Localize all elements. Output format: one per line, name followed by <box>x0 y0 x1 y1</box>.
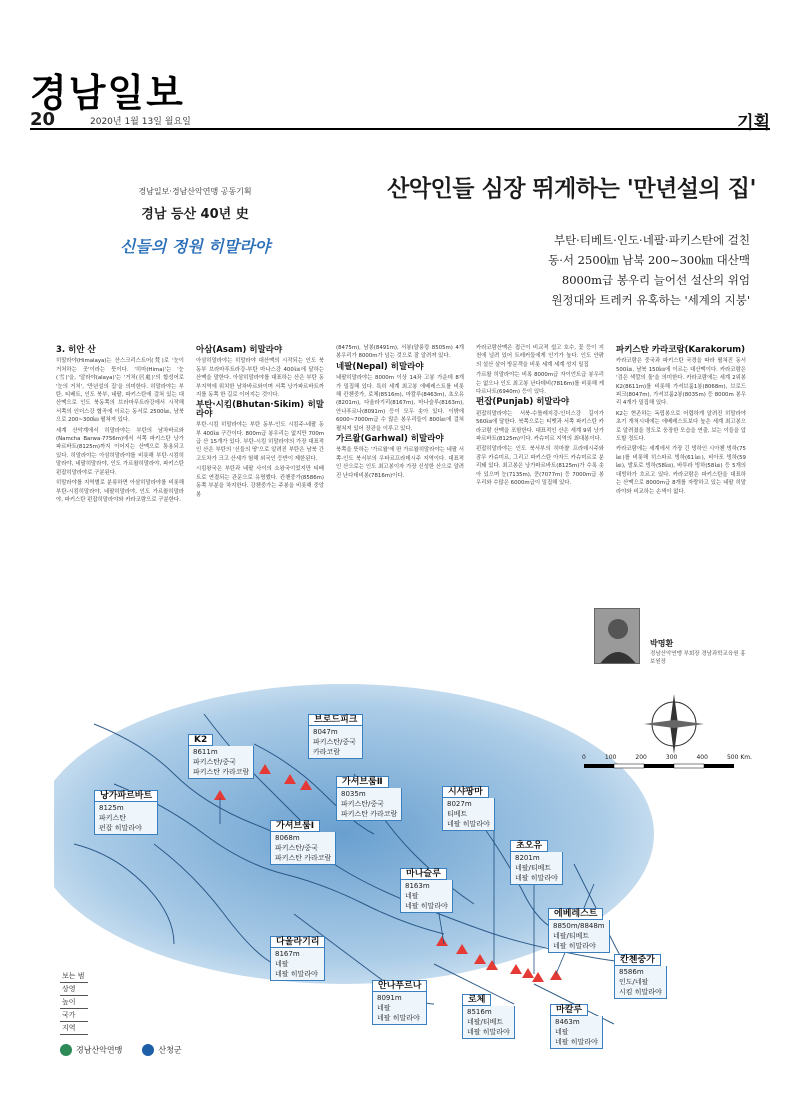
peak-country: 파키스탄/중국 <box>313 738 356 746</box>
peak-country: 파키스탄/중국 <box>275 844 318 852</box>
series-subtitle: 신들의 정원 히말라야 <box>119 237 271 256</box>
peak-name: 브로드피크 <box>308 714 363 726</box>
peak-label-broad-peak <box>308 714 363 759</box>
paragraph: 펀잡히말라야는 서북-수틀레지강-인더스강 길이가 560㎞에 달한다. 북쪽으로는 티벳과 서쪽 파키스탄 카라코람 산맥을 포함한다. 대표적인 산은 세계 9위 낭가파르바트(8125m)이다. 카슈미르 지역의 최대봉이다. <box>476 410 604 443</box>
peak-name: 초오유 <box>510 840 548 852</box>
subhead-line: 부탄·티베트·인도·네팔·파키스탄에 걸친 <box>553 233 750 247</box>
paragraph: 북쪽을 뜻하는 '가르왈'에 딴 가르왈히말라야는 네팔 서쪽-인도 북서부의 우타르프라데시주 지역이다. 대표적인 산으로는 인도 최고봉이자 가장 신성한 산으로 알려진 난다데비봉(7816m)이다. <box>336 447 464 479</box>
paragraph: 카라코람산맥은 접근이 비교적 쉽고 호수, 꽃 등이 지천에 널려 있어 트레커들에게 인기가 높다. 인도 안팎의 설산 살어 방문객을 비롯 세계 세계 성지 밀집 <box>476 345 604 368</box>
peak-height: 8167m <box>275 950 300 958</box>
peak-region: 카라코람 <box>313 748 341 756</box>
subhead-line: 동·서 2500㎞ 남북 200~300㎞ 대산맥 <box>548 253 750 267</box>
subhead-line: 원정대와 트레커 유혹하는 '세계의 지붕' <box>551 293 750 307</box>
peak-country: 네팔 <box>275 960 289 968</box>
peak-region: 네팔 히말라야 <box>377 1014 420 1022</box>
peak-info <box>442 798 495 831</box>
peak-info <box>336 788 402 821</box>
peak-info <box>270 948 325 981</box>
compass-rose-icon <box>644 694 704 754</box>
peak-name: 로체 <box>462 994 491 1006</box>
peak-country: 네팔 <box>555 1028 569 1036</box>
peak-region: 파키스탄 카라코람 <box>341 810 398 818</box>
peak-info <box>462 1006 515 1039</box>
scale-label: 100 <box>604 754 617 761</box>
paragraph: 부탄·시킴 히말라야는 부탄 동부-인도 시킴주-네팔 동부 400㎞ 구간이다. 800m급 봉우리는 없지만 700m급 산 15개가 있다. 부탄-시킴 히말라야의 가장 대표적인 산은 부탄의 '신들의 땅'으로 알려진 부탄은 남북 간 고도차가 크고 산세가 험해 외국인 등반이 제한된다. <box>196 422 324 462</box>
peak-name: 시샤팡마 <box>442 786 489 798</box>
peak-height: 8463m <box>555 1018 580 1026</box>
peak-name: K2 <box>188 734 213 746</box>
map-legend <box>60 970 88 1035</box>
peak-height: 8201m <box>515 854 540 862</box>
newspaper-masthead: 경남일보 <box>30 71 185 115</box>
sponsor-logo <box>142 1044 181 1056</box>
sponsor-name: 산청군 <box>158 1045 182 1055</box>
peak-region: 네팔 히말라야 <box>405 902 448 910</box>
peak-region: 네팔 히말라야 <box>447 820 490 828</box>
peak-region: 파키스탄 카라코람 <box>275 854 332 862</box>
peak-info <box>270 832 336 865</box>
author-name: 박명환 <box>650 639 674 648</box>
column-heading: 부탄·시킴(Bhutan·Sikim) 히말라야 <box>196 400 324 419</box>
paragraph: 펀잡히말라야는 인도 북서부의 히마챨 프라데시주와 잠무 카슈미르, 그리고 파키스탄 아자드 카슈미르로 분리돼 있다. 최고봉은 낭가파르바트(8125m)가 수록 솟아 있으며 눈(7135m), 쿤(7077m) 등 7000m급 봉우리와 수많은 6000m급이 밀집해 있다. <box>476 446 604 487</box>
peak-height: 8125m <box>99 804 124 812</box>
article-headline: 산악인들 심장 뛰게하는 '만년설의 집' <box>387 175 756 202</box>
peak-country: 파키스탄/중국 <box>341 800 384 808</box>
peak-height: 8091m <box>377 994 402 1002</box>
column-heading: 네팔(Nepal) 히말라야 <box>336 361 424 372</box>
peak-name: 낭가파르바트 <box>94 790 158 802</box>
paragraph: 히말라야(Himalaya)는 산스크리스트어(梵)로 '눈이 거처하는 곳'이라는 뜻이다. '히마(Hima)'는 '눈(雪)'을, '알라야(alaya)'는 '거처(居處)'의 합성어로 '눈의 거처', '만년설의 집'을 의미한다. 히말라야는 부탄, 티베트, 인도 북부, 네팔, 파키스탄에 걸쳐 있는 대산맥으로 인도 북동쪽의 브라마푸트라강에서 시작해 서쪽의 인더스강 협곡에 이르는 동서로 2500㎞, 남북으로 200~300㎞ 펼쳐져 있다. <box>56 358 184 424</box>
scale-label: 200 <box>635 754 647 761</box>
paragraph: 시킴왕국은 부탄과 네팔 사이의 소왕국이었지만 티베트로 연결되는 관문으로 유명했다. 칸첸중가(8586m) 동쪽 부분을 차지한다. 강첸중가는 주봉을 비롯해 중앙봉 <box>196 466 324 498</box>
county-logo-icon <box>142 1044 154 1056</box>
page-number: 20 <box>30 109 56 130</box>
peak-height: 8068m <box>275 834 300 842</box>
peak-height: 8850m/8848m <box>553 922 605 930</box>
peak-country: 네팔 <box>405 892 419 900</box>
peak-height: 8027m <box>447 800 472 808</box>
peak-country: 네팔 <box>377 1004 391 1012</box>
paragraph: 카라코람은 중국과 파키스탄 국경을 따라 펼쳐진 동서 500㎞, 남북 150㎞에 이르는 대산맥이다. 카라코람은 '검은 색깔의 돌'을 의미한다. 카라코람에는 세계 2위봉 K2(8611m)를 비롯해 가셔브룸1봉(8068m), 브로드피크(8047m), 가셔브룸2봉(8035m) 등 8000m 봉우리 4개가 밀집해 있다. <box>616 358 746 407</box>
author-box <box>594 608 744 688</box>
peak-country: 네팔/티베트 <box>515 864 552 872</box>
himalaya-map <box>54 684 754 1054</box>
column-heading: 3. 히안 산 <box>56 345 96 355</box>
series-box <box>100 186 290 257</box>
peak-label-shishapangma <box>442 786 495 831</box>
peak-label-kangchenjunga <box>614 954 667 999</box>
alpine-federation-logo-icon <box>60 1044 72 1056</box>
peak-info <box>550 1016 603 1049</box>
peak-label-everest <box>548 908 610 953</box>
paragraph: 가르왈 히말라야는 비록 8000m급 자이언트급 봉우리는 없으나 인도 최고봉 난다데비(7816m)를 비롯해 케다르나트(6940m) 등이 있다. <box>476 372 604 396</box>
legend-item: 지역 <box>60 1022 88 1035</box>
article-column <box>476 344 604 644</box>
peak-name: 가셔브룸Ⅱ <box>336 776 389 788</box>
peak-label-nanga-parbat <box>94 790 158 835</box>
scale-bar <box>584 764 734 768</box>
series-title: 경남 등산 40년 史 <box>141 207 249 222</box>
person-icon <box>595 609 640 664</box>
peak-info <box>94 802 158 835</box>
paragraph: 세계 산악계에서 히말라야는 부탄의 남차바르와(Namcha Barwa·7756m)에서 서쪽 파키스탄 낭가파르바트(8125m)까지 이어지는 산맥으로 통용되고 있다. 히말라야는 아삼히말라야를 비롯해 부탄·시킴히말라야, 네팔히말라야, 인도 가르왈히말라야, 파키스탄 펀잡히말라야로 구분된다. <box>56 427 184 476</box>
sponsor-logo <box>60 1044 122 1056</box>
peak-country: 파키스탄 <box>99 814 127 822</box>
series-partners: 경남일보·경남산악연맹 공동기획 <box>138 187 252 196</box>
column-heading: 파키스탄 카라코람(Karakorum) <box>616 345 746 355</box>
article-column <box>56 344 184 644</box>
legend-item: 보는 범 <box>60 970 88 983</box>
peak-label-gasherbrum-1 <box>270 820 336 865</box>
paragraph: 아삼히말라야는 히말라야 대산맥의 시작되는 인도 북동부 브라마푸트라강-부탄 마나스강 400㎞에 달하는 산맥을 말한다. 아삼히말라야를 대표하는 산은 부탄 동부지역에 위치한 남차바르와이며 서쪽 낭가파르바트까지를 동쪽 한 길로 이어지는 것이다. <box>196 358 324 399</box>
peak-country: 네팔/티베트 <box>467 1018 504 1026</box>
peak-info <box>188 746 254 779</box>
sponsor-name: 경남산악연맹 <box>76 1045 123 1055</box>
peak-country: 파키스탄/중국 <box>193 758 236 766</box>
peak-region: 펀잡 히말라야 <box>99 824 142 832</box>
article-column <box>336 344 464 644</box>
peak-info <box>614 966 667 999</box>
issue-date: 2020년 1월 13일 월요일 <box>90 117 191 127</box>
paragraph: 히말라야를 지역별로 분류하면 아삼히말라야를 비롯해 부탄-시킴히말라야, 네팔히말라야, 인도 가르왈히말라야, 파키스탄 펀잡히말라야와 카라코람으로 구분한다. <box>56 480 184 503</box>
peak-height: 8047m <box>313 728 338 736</box>
peak-name: 마칼루 <box>550 1004 588 1016</box>
peak-name: 마나슬루 <box>400 868 447 880</box>
paragraph: 네팔히말라야는 8000m 이상 14좌 고봉 가운데 8개가 밀집해 있다. 특히 세계 최고봉 에베레스트를 비롯해 칸첸중가, 로체(8516m), 마칼루(8463m), 초오유(8201m), 다울라기리(8167m), 마나슬루(8163m), 안나푸르나(8091m) 등이 모두 솟아 있다. 이밖에 6000~7000m급 수 많은 봉우리들이 800㎞에 걸쳐 펼쳐져 있어 장관을 이루고 있다. <box>336 375 464 432</box>
peak-name: 다울라기리 <box>270 936 325 948</box>
scale-label: 500 Km. <box>726 754 752 761</box>
peak-label-k2 <box>188 734 254 779</box>
scale-label: 300 <box>665 754 678 761</box>
article-subheads <box>548 230 750 310</box>
scale-labels <box>582 754 752 761</box>
peak-height: 8586m <box>619 968 644 976</box>
subhead-line: 8000m급 봉우리 늘어선 설산의 위엄 <box>561 273 750 287</box>
peak-label-manaslu <box>400 868 453 913</box>
article-body <box>56 344 746 644</box>
column-heading: 아삼(Asam) 히말라야 <box>196 345 283 355</box>
paragraph: 카라코람에는 세계에서 가장 긴 빙하인 시아첸 빙하(75㎞)를 비롯해 히스파르 빙하(61㎞), 비아포 빙하(59㎞), 발토로 빙하(58㎞), 바투라 빙하(58㎞) 등 5개의 대빙하가 흐르고 있다. 카라코람은 파키스탄을 대표하는 산맥으로 8000m급 8개를 자랑하고 있는 네팔 히말라야와 비교하는 손색이 없다. <box>616 446 746 495</box>
peak-info <box>372 992 427 1025</box>
peak-height: 8035m <box>341 790 366 798</box>
peak-region: 시킴 히말라야 <box>619 988 662 996</box>
peak-country: 네팔/티베트 <box>553 932 590 940</box>
peak-info <box>400 880 453 913</box>
legend-item: 상영 <box>60 983 88 996</box>
peak-region: 네팔 히말라야 <box>555 1038 598 1046</box>
scale-label: 0 <box>582 754 586 761</box>
column-heading: 펀잡(Punjab) 히말라야 <box>476 397 570 408</box>
section-label: 기획 <box>737 113 770 133</box>
peak-name: 칸첸중가 <box>614 954 661 966</box>
legend-item: 높이 <box>60 996 88 1009</box>
peak-region: 네팔 히말라야 <box>275 970 318 978</box>
page-header-bar <box>30 108 770 133</box>
peak-name: 가셔브룸Ⅰ <box>270 820 320 832</box>
column-heading: 가르왈(Garhwal) 히말라야 <box>336 434 444 445</box>
peak-label-dhaulagiri <box>270 936 325 981</box>
peak-label-cho-oyu <box>510 840 563 885</box>
peak-height: 8611m <box>193 748 218 756</box>
peak-label-annapurna <box>372 980 427 1025</box>
peak-region: 파키스탄 카라코람 <box>193 768 250 776</box>
peak-name: 안나푸르나 <box>372 980 427 992</box>
paragraph: (8475m), 남봉(8491m), 서봉(얄룽캉 8505m) 4개 봉우리가 8000m가 넘는 것으로 잘 알려져 있다. <box>336 345 464 360</box>
article-column <box>616 344 746 604</box>
peak-label-lhotse <box>462 994 515 1039</box>
peak-height: 8516m <box>467 1008 492 1016</box>
peak-country: 인도/네팔 <box>619 978 649 986</box>
author-photo <box>594 608 640 664</box>
peak-label-gasherbrum-2 <box>336 776 402 821</box>
peak-name: 에베레스트 <box>548 908 603 920</box>
scale-label: 400 <box>696 754 708 761</box>
peak-label-makalu <box>550 1004 603 1049</box>
legend-item: 국가 <box>60 1009 88 1022</box>
article-column <box>196 344 324 644</box>
paragraph: K2는 현존하는 독립봉으로 어렵하게 알려진 히말라야 초기 개척시대에는 에베레스트보다 높은 세계 최고봉으로 알려졌을 정도로 웅장한 모습을 연출, 보는 이들을 압도할 정도다. <box>616 410 746 443</box>
peak-region: 네팔 히말라야 <box>515 874 558 882</box>
peak-height: 8163m <box>405 882 430 890</box>
peak-info <box>548 920 610 953</box>
peak-region: 네팔 히말라야 <box>553 942 596 950</box>
author-role: 경남산악연맹 부회장 경남과학교육원 홍보원장 <box>650 651 746 665</box>
peak-country: 티베트 <box>447 810 468 818</box>
footer-logos <box>60 1044 182 1056</box>
peak-info <box>308 726 363 759</box>
peak-info <box>510 852 563 885</box>
peak-region: 네팔 히말라야 <box>467 1028 510 1036</box>
